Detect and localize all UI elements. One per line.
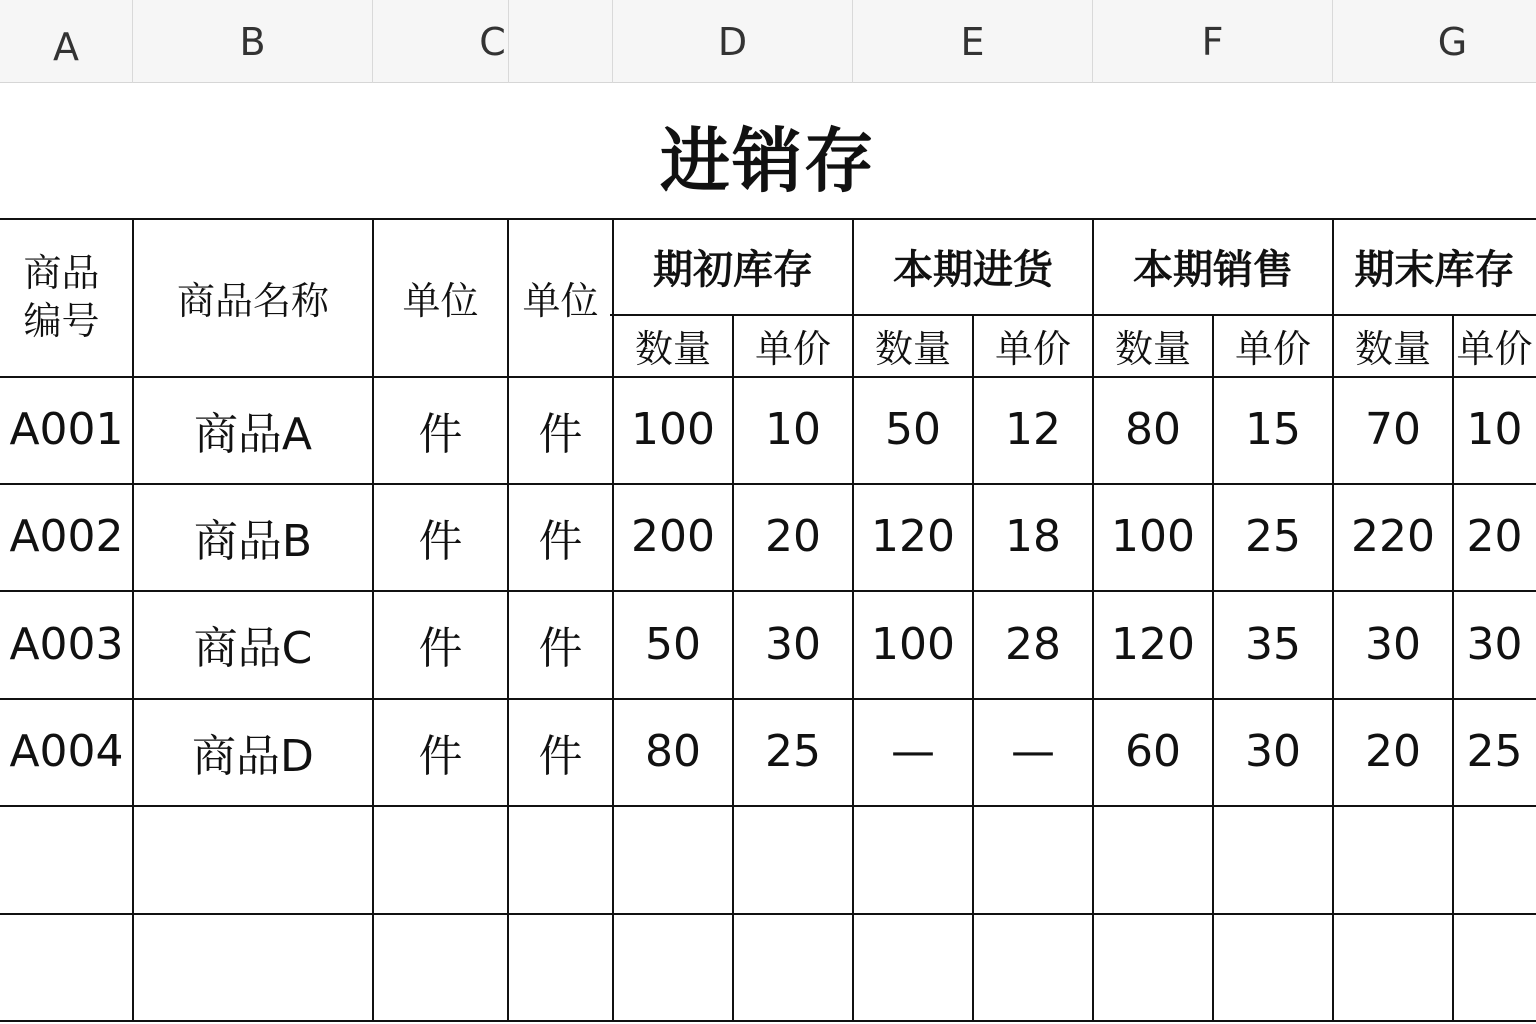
cell-value[interactable]: 50 [885,404,941,455]
cell-value[interactable]: 120 [1111,618,1195,670]
empty-cell[interactable] [613,913,733,1020]
cell-value[interactable]: 25 [1245,511,1301,562]
cell-value[interactable]: 30 [1466,618,1523,670]
cell-value[interactable]: 100 [871,618,955,670]
cell-code[interactable]: A002 [9,511,124,562]
header-sub[interactable]: 单价 [1234,326,1311,371]
header-group[interactable]: 期初库存 [653,246,813,293]
cell-code[interactable]: A004 [9,726,124,777]
cell-value[interactable]: 30 [765,618,821,670]
empty-cell[interactable] [133,913,373,1020]
empty-cell[interactable] [1093,913,1213,1020]
cell-value[interactable]: 80 [645,726,701,777]
column-header-d[interactable]: D [613,0,853,83]
cell-unit-2[interactable]: 件 [538,730,583,782]
header-unit-2[interactable]: 单位 [522,278,599,323]
cell-value[interactable]: 12 [1005,404,1061,455]
empty-cell[interactable] [1333,805,1453,913]
header-sub[interactable]: 数量 [874,326,951,371]
cell-unit-2[interactable]: 件 [538,408,583,460]
column-header-c[interactable]: C [373,0,613,83]
empty-cell[interactable] [853,805,973,913]
cell-unit-1[interactable]: 件 [418,515,463,567]
cell-value[interactable]: 35 [1245,618,1301,670]
column-header-f[interactable]: F [1093,0,1333,83]
cell-value[interactable]: 80 [1125,404,1181,455]
empty-cell[interactable] [1453,805,1536,913]
empty-cell[interactable] [973,805,1093,913]
empty-cell[interactable] [133,805,373,913]
cell-unit-1[interactable]: 件 [418,623,463,674]
cell-value[interactable]: 20 [1466,511,1523,562]
sheet-title[interactable]: 进销存 [660,119,876,202]
empty-cell[interactable] [613,805,733,913]
cell-value[interactable]: — [891,726,935,777]
cell-value[interactable]: 28 [1005,618,1061,670]
empty-cell[interactable] [373,913,508,1020]
empty-cell[interactable] [373,805,508,913]
cell-value[interactable]: 20 [1365,726,1421,777]
cell-name[interactable]: 商品C [193,623,313,674]
cell-unit-1[interactable]: 件 [418,408,463,460]
cell-value[interactable]: 30 [1365,618,1421,670]
empty-cell[interactable] [1453,913,1536,1020]
empty-cell[interactable] [733,913,853,1020]
cell-value[interactable]: 220 [1351,511,1435,562]
cell-name[interactable]: 商品B [193,515,313,567]
column-header-a[interactable]: A [0,0,133,83]
empty-cell[interactable] [508,913,613,1020]
cell-value[interactable]: — [1011,726,1055,777]
header-sub[interactable]: 单价 [1456,326,1533,371]
empty-cell[interactable] [733,805,853,913]
cell-value[interactable]: 20 [765,511,821,562]
header-sub[interactable]: 单价 [994,326,1071,371]
column-header-b[interactable]: B [133,0,373,83]
cell-value[interactable]: 30 [1245,726,1301,777]
cell-value[interactable]: 15 [1245,404,1301,455]
header-code[interactable]: 商品编号 [23,251,100,343]
empty-cell[interactable] [973,913,1093,1020]
header-group[interactable]: 期末库存 [1354,246,1515,293]
empty-cell[interactable] [1213,913,1333,1020]
cell-name[interactable]: 商品D [192,730,314,782]
cell-value[interactable]: 25 [765,726,821,777]
header-sub[interactable]: 数量 [1114,326,1191,371]
cell-value[interactable]: 120 [871,511,955,562]
empty-cell[interactable] [853,913,973,1020]
cell-value[interactable]: 10 [765,404,821,455]
cell-unit-1[interactable]: 件 [418,730,463,782]
cell-value[interactable]: 18 [1005,511,1061,562]
grid-line-h [0,1020,1536,1022]
header-unit-1[interactable]: 单位 [402,278,479,323]
cell-value[interactable]: 100 [1111,511,1195,562]
cell-value[interactable]: 10 [1466,404,1523,455]
cell-name[interactable]: 商品A [193,408,313,460]
cell-unit-2[interactable]: 件 [538,515,583,567]
column-header-g[interactable]: G [1333,0,1536,83]
empty-cell[interactable] [0,913,133,1020]
cell-code[interactable]: A001 [9,404,124,455]
header-group[interactable]: 本期销售 [1133,246,1293,293]
cell-code[interactable]: A003 [9,618,124,670]
empty-cell[interactable] [1213,805,1333,913]
header-name[interactable]: 商品名称 [176,278,329,323]
cell-unit-2[interactable]: 件 [538,623,583,674]
header-sub[interactable]: 数量 [1354,326,1431,371]
header-group[interactable]: 本期进货 [893,246,1053,293]
cell-value[interactable]: 25 [1466,726,1523,777]
column-header-e[interactable]: E [853,0,1093,83]
empty-cell[interactable] [508,805,613,913]
cell-value[interactable]: 60 [1125,726,1181,777]
cell-value[interactable]: 50 [645,618,701,670]
cell-value[interactable]: 100 [631,404,715,455]
column-split-divider [508,0,509,83]
header-sub[interactable]: 单价 [754,326,831,371]
empty-cell[interactable] [1333,913,1453,1020]
header-sub[interactable]: 数量 [634,326,711,371]
cell-value[interactable]: 70 [1365,404,1421,455]
empty-cell[interactable] [1093,805,1213,913]
empty-cell[interactable] [0,805,133,913]
cell-value[interactable]: 200 [631,511,715,562]
